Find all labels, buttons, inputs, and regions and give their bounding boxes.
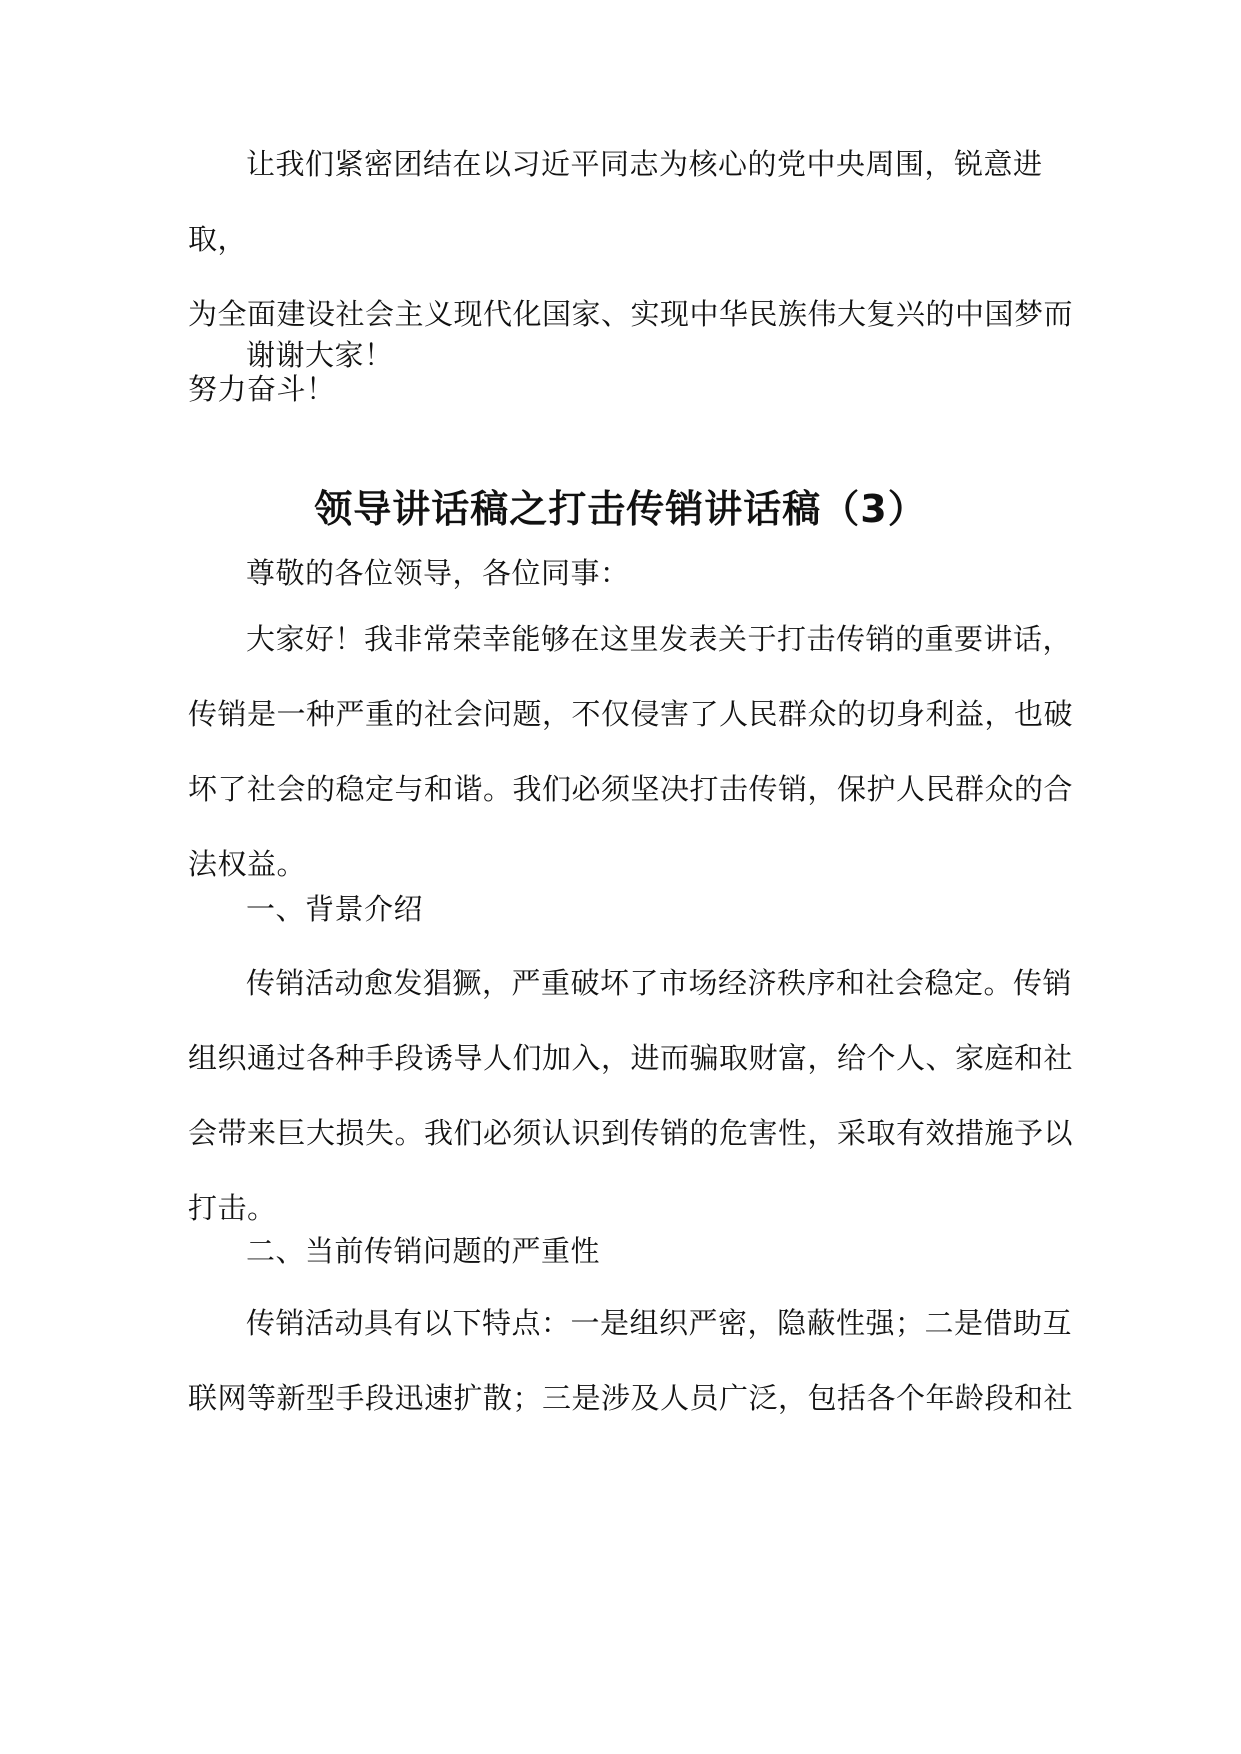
closing-line-2: 为全面建设社会主义现代化国家、实现中华民族伟大复兴的中国梦而 <box>188 297 1074 331</box>
intro-line-4: 法权益。 <box>188 847 307 881</box>
thanks-paragraph: 谢谢大家！ <box>246 338 394 372</box>
section-2-line-2: 联网等新型手段迅速扩散；三是涉及人员广泛，包括各个年龄段和社 <box>188 1381 1074 1415</box>
intro-paragraph <box>188 602 1078 902</box>
speech-title: 领导讲话稿之打击传销讲话稿（3） <box>314 487 927 531</box>
section-1-heading: 一、背景介绍 <box>246 892 424 926</box>
intro-line-1: 大家好！我非常荣幸能够在这里发表关于打击传销的重要讲话， <box>246 622 1073 656</box>
section-1-line-3: 会带来巨大损失。我们必须认识到传销的危害性，采取有效措施予以 <box>188 1116 1074 1150</box>
salutation: 尊敬的各位领导，各位同事： <box>246 556 630 590</box>
section-1-paragraph <box>188 946 1078 1246</box>
section-1-line-4: 打击。 <box>188 1191 277 1225</box>
section-2-line-1: 传销活动具有以下特点：一是组织严密，隐蔽性强；二是借助互 <box>246 1306 1073 1340</box>
closing-line-3: 努力奋斗！ <box>188 372 336 406</box>
intro-line-3: 坏了社会的稳定与和谐。我们必须坚决打击传销，保护人民群众的合 <box>188 772 1074 806</box>
section-1-line-2: 组织通过各种手段诱导人们加入，进而骗取财富，给个人、家庭和社 <box>188 1041 1074 1075</box>
section-1-line-1: 传销活动愈发猖獗，严重破坏了市场经济秩序和社会稳定。传销 <box>246 966 1073 1000</box>
section-2-heading: 二、当前传销问题的严重性 <box>246 1234 601 1268</box>
section-2-paragraph <box>188 1286 1078 1436</box>
intro-line-2: 传销是一种严重的社会问题，不仅侵害了人民群众的切身利益，也破 <box>188 697 1074 731</box>
closing-line-1: 让我们紧密团结在以习近平同志为核心的党中央周围，锐意进取， <box>188 147 1043 256</box>
